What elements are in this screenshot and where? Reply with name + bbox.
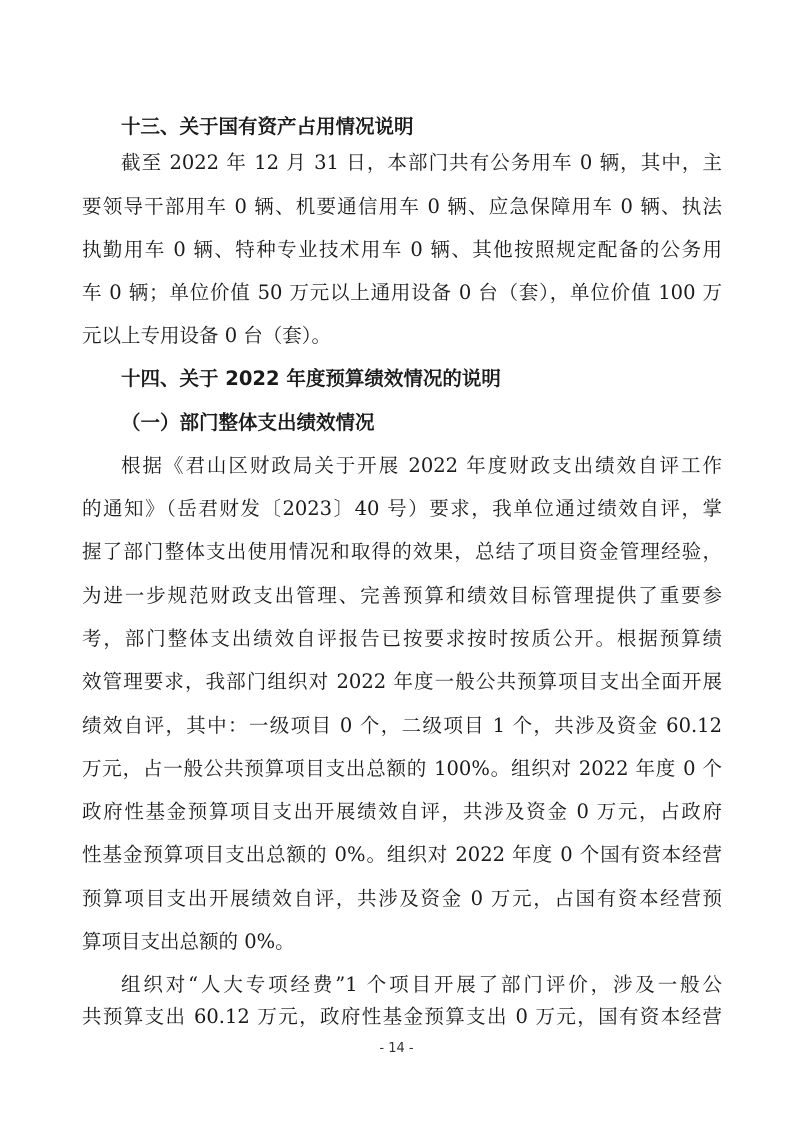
paragraph-1-line-1: 根据《君山区财政局关于开展 2022 年度财政支出绩效自评工作 bbox=[121, 454, 722, 477]
section-14-heading: 十四、关于 2022 年度预算绩效情况的说明 bbox=[121, 367, 501, 390]
section-13-heading: 十三、关于国有资产占用情况说明 bbox=[121, 115, 414, 138]
paragraph-1-line-7: 绩效自评，其中：一级项目 0 个，二级项目 1 个，共涉及资金 60.12 bbox=[82, 714, 722, 737]
paragraph-1-line-10: 性基金预算项目支出总额的 0%。组织对 2022 年度 0 个国有资本经营 bbox=[82, 843, 722, 866]
page-number: - 14 - bbox=[379, 1041, 414, 1056]
paragraph-2-line-2: 共预算支出 60.12 万元，政府性基金预算支出 0 万元，国有资本经营 bbox=[82, 1005, 722, 1028]
paragraph-1-line-9: 政府性基金预算项目支出开展绩效自评，共涉及资金 0 万元，占政府 bbox=[82, 800, 722, 823]
paragraph-1-line-2: 的通知》（岳君财发〔2023〕40 号）要求，我单位通过绩效自评，掌 bbox=[82, 497, 722, 520]
paragraph-2-line-1: 组织对“人大专项经费”1 个项目开展了部门评价，涉及一般公 bbox=[121, 973, 722, 996]
paragraph-1-line-5: 考，部门整体支出绩效自评报告已按要求按时按质公开。根据预算绩 bbox=[82, 627, 722, 650]
paragraph-1-line-4: 为进一步规范财政支出管理、完善预算和绩效目标管理提供了重要参 bbox=[82, 584, 722, 607]
section-13-line-3: 执勤用车 0 辆、特种专业技术用车 0 辆、其他按照规定配备的公务用 bbox=[82, 238, 722, 261]
section-13-line-5: 元以上专用设备 0 台（套）。 bbox=[82, 324, 332, 347]
section-13-line-4: 车 0 辆；单位价值 50 万元以上通用设备 0 台（套），单位价值 100 万 bbox=[82, 281, 722, 304]
section-13-line-2: 要领导干部用车 0 辆、机要通信用车 0 辆、应急保障用车 0 辆、执法 bbox=[82, 195, 722, 218]
paragraph-1-line-8: 万元，占一般公共预算项目支出总额的 100%。组织对 2022 年度 0 个 bbox=[82, 757, 722, 780]
paragraph-1-line-12: 算项目支出总额的 0%。 bbox=[82, 930, 295, 953]
section-14-subheading: （一）部门整体支出绩效情况 bbox=[121, 411, 375, 434]
paragraph-1-line-11: 预算项目支出开展绩效自评，共涉及资金 0 万元，占国有资本经营预 bbox=[82, 887, 722, 910]
section-13-line-1: 截至 2022 年 12 月 31 日，本部门共有公务用车 0 辆，其中，主 bbox=[121, 151, 722, 174]
paragraph-1-line-3: 握了部门整体支出使用情况和取得的效果，总结了项目资金管理经验， bbox=[82, 540, 722, 563]
paragraph-1-line-6: 效管理要求，我部门组织对 2022 年度一般公共预算项目支出全面开展 bbox=[82, 670, 722, 693]
